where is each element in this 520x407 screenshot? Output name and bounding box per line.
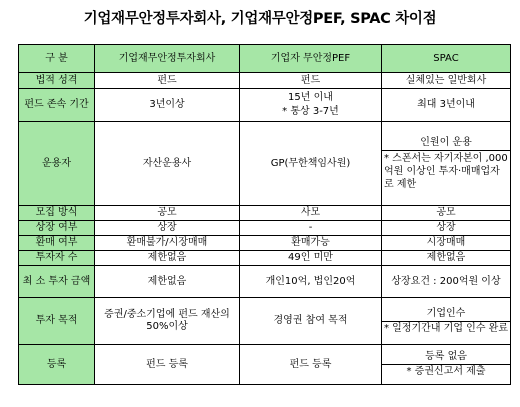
header-category: 구 분 [19, 45, 95, 73]
cell: 제한없음 [95, 251, 240, 266]
cell: 펀드 [240, 73, 382, 89]
cell: 제한없음 [382, 251, 511, 266]
row-label: 상장 여부 [19, 221, 95, 236]
cell: 환매가능 [240, 236, 382, 251]
cell [240, 89, 382, 122]
row-label: 운용자 [19, 122, 95, 206]
row-label: 펀드 존속 기간 [19, 89, 95, 122]
cell [382, 298, 511, 345]
cell: 49인 미만 [240, 251, 382, 266]
row-label: 등록 [19, 345, 95, 385]
table-row [19, 345, 511, 385]
cell-note: * 일정기간내 기업 인수 완료 [382, 321, 510, 336]
table-row [19, 73, 511, 89]
cell: 상장요건 : 200억원 이상 [382, 266, 511, 298]
table-row [19, 266, 511, 298]
comparison-table [18, 44, 511, 385]
header-row [19, 45, 511, 73]
cell: 펀드 등록 [240, 345, 382, 385]
cell: 펀드 등록 [95, 345, 240, 385]
cell: 공모 [95, 206, 240, 221]
table-row [19, 89, 511, 122]
cell: 개인10억, 법인20억 [240, 266, 382, 298]
cell: 시장매매 [382, 236, 511, 251]
row-label: 법적 성격 [19, 73, 95, 89]
table-row [19, 251, 511, 266]
cell-line: 15년 이내 [288, 92, 333, 103]
cell: 경영권 참여 목적 [240, 298, 382, 345]
cell: 3년이상 [95, 89, 240, 122]
page-title: 기업재무안정투자회사, 기업재무안정PEF, SPAC 차이점 [83, 11, 437, 27]
cell: 공모 [382, 206, 511, 221]
row-label: 환매 여부 [19, 236, 95, 251]
cell: 상장 [382, 221, 511, 236]
row-label: 모집 방식 [19, 206, 95, 221]
cell-line: 기업인수 [426, 307, 466, 319]
row-label: 최 소 투자 금액 [19, 266, 95, 298]
row-label: 투자 목적 [19, 298, 95, 345]
cell: 자산운용사 [95, 122, 240, 206]
cell: - [240, 221, 382, 236]
cell: 환매불가/시장매매 [95, 236, 240, 251]
cell-line: 등록 없음 [425, 351, 467, 362]
cell: 사모 [240, 206, 382, 221]
cell-note: * 스폰서는 자기자본이 ,000억원 이상인 투자·매매업자로 제한 [382, 150, 510, 192]
table-row [19, 298, 511, 345]
cell-note: * 증권신고서 제출 [382, 364, 510, 379]
cell: 펀드 [95, 73, 240, 89]
cell: 증권/중소기업에 펀드 재산의 50%이상 [95, 298, 240, 345]
table-row [19, 236, 511, 251]
cell: 상장 [95, 221, 240, 236]
header-pef: 기업자 무안정PEF [240, 45, 382, 73]
table-row [19, 206, 511, 221]
table-row [19, 122, 511, 206]
cell-line: 인원이 운용 [420, 136, 472, 148]
header-spac: SPAC [382, 45, 511, 73]
cell [382, 122, 511, 206]
cell: GP(무한책임사원) [240, 122, 382, 206]
cell: 실체있는 일반회사 [382, 73, 511, 89]
cell [382, 345, 511, 385]
header-investment-company: 기업재무안정투자회사 [95, 45, 240, 73]
row-label: 투자자 수 [19, 251, 95, 266]
cell: 제한없음 [95, 266, 240, 298]
cell-note: * 통상 3-7년 [282, 106, 339, 117]
table-row [19, 221, 511, 236]
cell: 최대 3년이내 [382, 89, 511, 122]
